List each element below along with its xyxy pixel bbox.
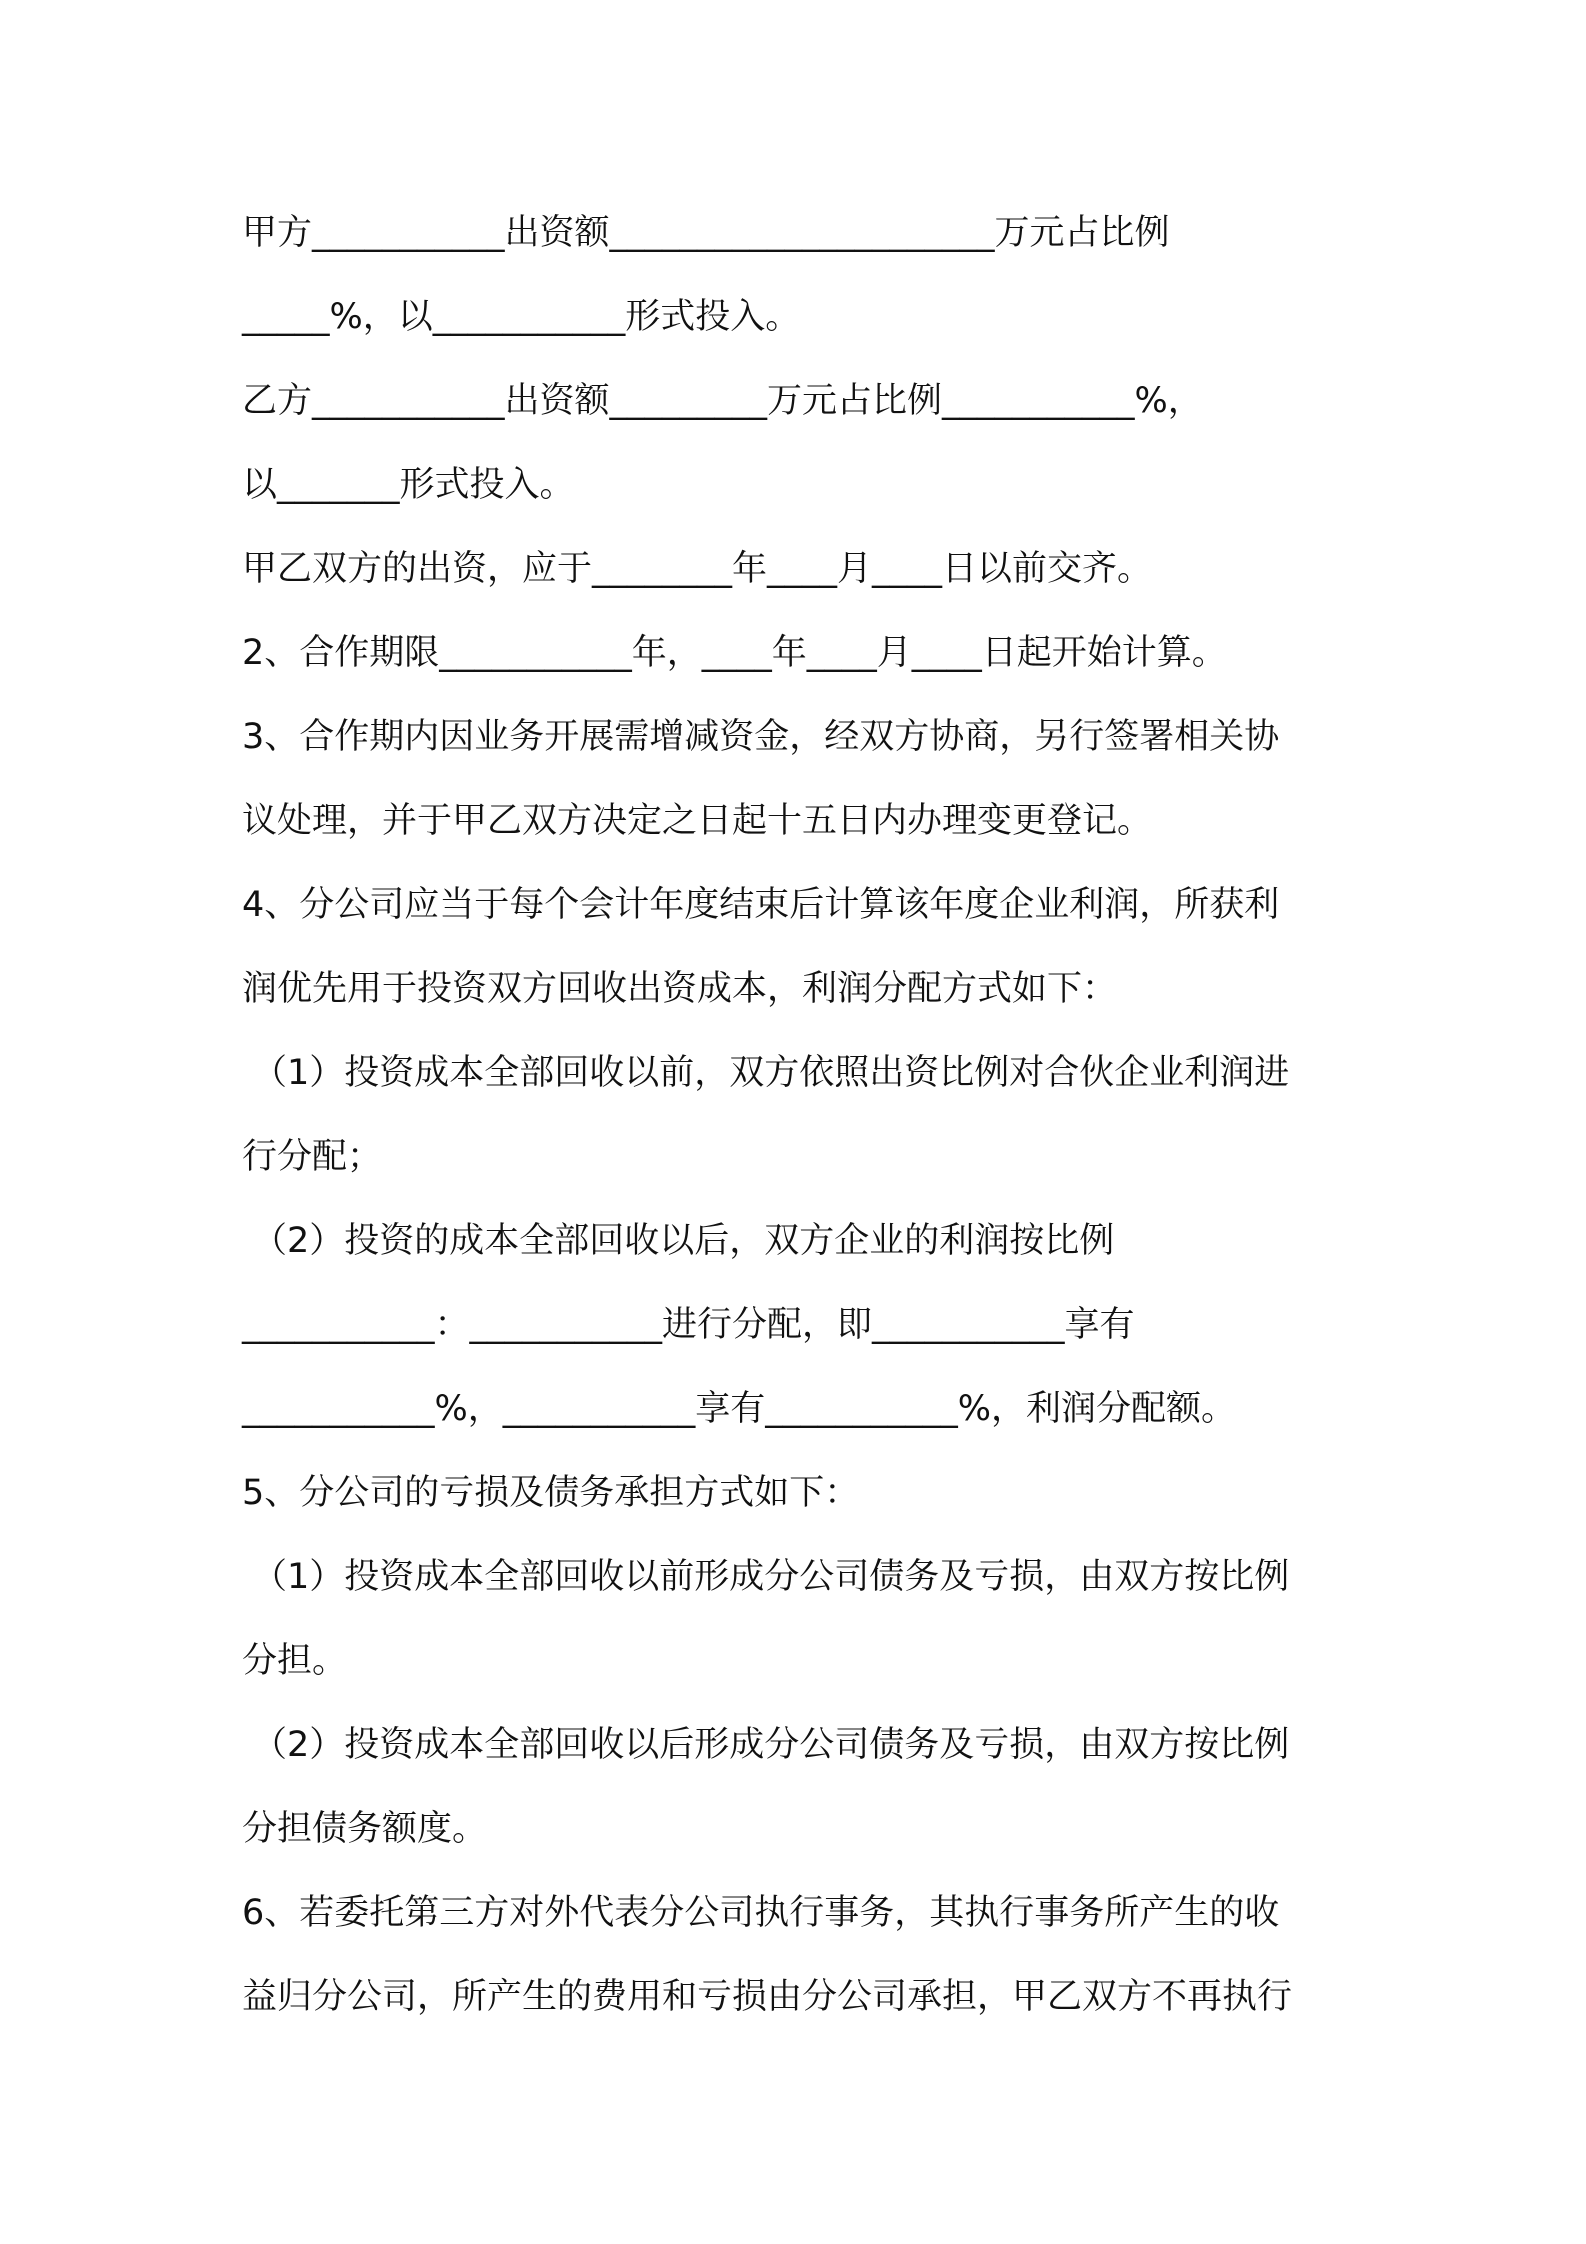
line-clause-6b: 益归分公司，所产生的费用和亏损由分公司承担，甲乙双方不再执行 — [242, 1977, 1293, 2017]
line-party-b-form: 以_______形式投入。 — [242, 465, 575, 505]
line-clause-4-2b: ___________：___________进行分配，即___________享有 — [242, 1305, 1135, 1345]
line-clause-4a: 4、分公司应当于每个会计年度结束后计算该年度企业利润，所获利 — [242, 885, 1280, 925]
line-clause-4-2c: ___________%，___________享有___________%，利润分配额。 — [242, 1389, 1237, 1429]
line-clause-5-1b: 分担。 — [242, 1641, 348, 1681]
line-clause-2: 2、合作期限___________年，____年____月____日起开始计算。 — [242, 633, 1227, 673]
line-clause-5-2b: 分担债务额度。 — [242, 1809, 488, 1849]
line-party-a-ratio: _____%，以___________形式投入。 — [242, 297, 801, 337]
line-clause-3b: 议处理，并于甲乙双方决定之日起十五日内办理变更登记。 — [242, 801, 1153, 841]
line-clause-4-1b: 行分配； — [242, 1137, 383, 1177]
line-clause-4b: 润优先用于投资双方回收出资成本，利润分配方式如下： — [242, 969, 1118, 1009]
line-clause-3a: 3、合作期内因业务开展需增减资金，经双方协商，另行签署相关协 — [242, 717, 1280, 757]
line-clause-5-1a: （1）投资成本全部回收以前形成分公司债务及亏损，由双方按比例 — [252, 1557, 1290, 1597]
line-party-a-investment: 甲方___________出资额______________________万元占比例 — [242, 213, 1170, 253]
line-clause-5-2a: （2）投资成本全部回收以后形成分公司债务及亏损，由双方按比例 — [252, 1725, 1290, 1765]
line-deadline: 甲乙双方的出资，应于________年____月____日以前交齐。 — [242, 549, 1153, 589]
line-clause-5: 5、分公司的亏损及债务承担方式如下： — [242, 1473, 860, 1513]
line-clause-6a: 6、若委托第三方对外代表分公司执行事务，其执行事务所产生的收 — [242, 1893, 1280, 1933]
line-party-b-investment: 乙方___________出资额_________万元占比例___________%， — [242, 381, 1203, 421]
line-clause-4-1a: （1）投资成本全部回收以前，双方依照出资比例对合伙企业利润进 — [252, 1053, 1290, 1093]
document-body — [242, 191, 1382, 2039]
line-clause-4-2a: （2）投资的成本全部回收以后，双方企业的利润按比例 — [252, 1221, 1115, 1261]
